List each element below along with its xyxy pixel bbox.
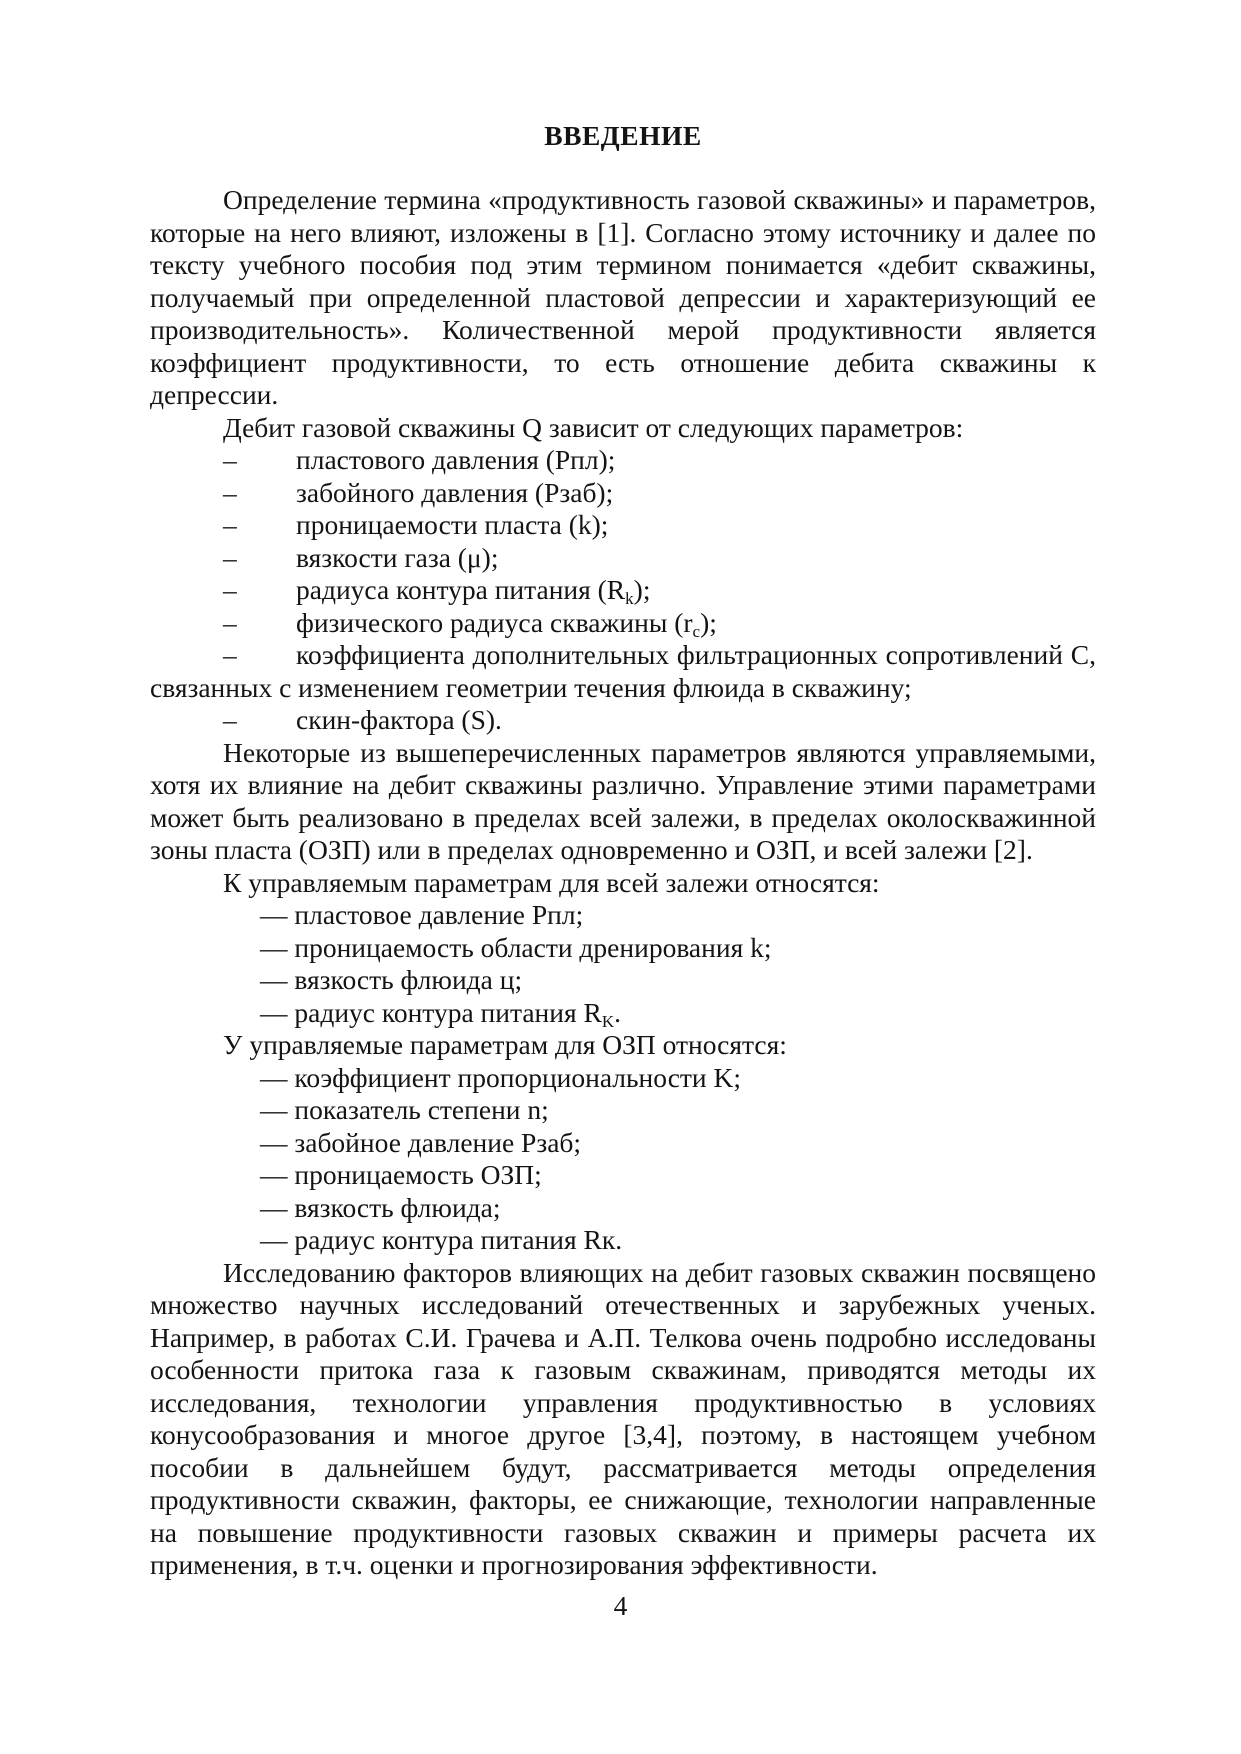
list-dash: – xyxy=(223,704,237,735)
list-item-text xyxy=(296,607,1096,640)
list-dash: – xyxy=(223,541,237,573)
page-title: ВВЕДЕНИЕ xyxy=(544,120,702,151)
list-dash: – xyxy=(223,574,237,605)
list-dash: – xyxy=(223,639,237,670)
controllable-parameters-paragraph: Некоторые из вышеперечисленных параметров являются управляемыми, хотя их влияние на дебит скважины различно. Управление этими параметрами может быть реализовано в пределах всей залежи, в пределах околоскважинной зоны пласта (ОЗП) или в пределах одновременно и ОЗП, и всей залежи [2]. xyxy=(150,736,1096,865)
list-item xyxy=(150,574,1096,607)
list-item xyxy=(150,704,1096,737)
list-item xyxy=(150,607,1096,640)
list-emdash: — xyxy=(260,996,288,1028)
list-item-text-part: . xyxy=(614,996,621,1028)
list-item xyxy=(150,444,1096,477)
list-item-text-part: ); xyxy=(633,574,651,605)
list-emdash: — xyxy=(260,1159,288,1190)
list-emdash: — xyxy=(260,1224,288,1255)
list-item-text: коэффициент пропорциональности K; xyxy=(294,1061,742,1093)
subscript: k xyxy=(625,589,634,608)
intro-paragraph: Определение термина «продуктивность газовой скважины» и параметров, которые на него влияют, изложены в [1]. Согласно этому источнику и далее по тексту учебного пособия под этим термином понимается «дебит скважины, получаемый при определенной пластовой депрессии и характеризующий ее производительность». Количественной мерой продуктивности является коэффициент продуктивности, то есть отношение дебита скважины к депрессии. xyxy=(150,184,1096,410)
list-item xyxy=(150,1127,1096,1160)
list-item-text: вязкость флюида ц; xyxy=(294,964,523,995)
list-item xyxy=(150,1159,1096,1192)
list-item xyxy=(150,997,1096,1030)
gas-well-rate-paragraph: Дебит газовой скважины Q зависит от следующих параметров: xyxy=(223,411,964,443)
list-item-text: вязкость флюида; xyxy=(294,1191,501,1223)
well-rate-parameter-list xyxy=(150,444,1096,737)
list-emdash: — xyxy=(260,1191,288,1223)
list-emdash: — xyxy=(260,899,288,930)
list-item-text: забойное давление Рзаб; xyxy=(294,1126,582,1158)
page-number: 4 xyxy=(613,1590,628,1621)
list-item-text: проницаемости пласта (k); xyxy=(296,509,609,540)
list-dash: – xyxy=(223,444,237,475)
list-item-text-part: ); xyxy=(700,606,717,638)
list-item xyxy=(150,509,1096,542)
list-emdash: — xyxy=(260,1094,288,1125)
deposit-parameter-list xyxy=(150,899,1096,1029)
list-item-text: пластовое давление Рпл; xyxy=(294,899,584,930)
page-content xyxy=(150,108,1096,1582)
list-item-text: проницаемость ОЗП; xyxy=(294,1159,542,1190)
list-item-text xyxy=(296,574,1096,607)
list-item-text: вязкости газа (μ); xyxy=(296,541,499,573)
list-item-text: показатель степени n; xyxy=(294,1094,549,1125)
list-emdash: — xyxy=(260,964,288,995)
list-item-text-part: радиус контура питания R xyxy=(294,996,602,1028)
ozp-parameters-heading: У управляемые параметрам для ОЗП относятся: xyxy=(223,1029,787,1060)
list-item xyxy=(150,1224,1096,1257)
list-dash: – xyxy=(223,509,237,540)
list-item-text: забойного давления (Pзаб); xyxy=(296,476,614,508)
list-item-text: коэффициента дополнительных фильтрационных сопротивлений C, связанных с изменением геометрии течения флюида в скважину; xyxy=(150,639,1096,703)
list-item xyxy=(150,542,1096,575)
list-item xyxy=(150,1062,1096,1095)
list-item-text-part: радиуса контура питания (R xyxy=(296,574,626,605)
list-item-text: проницаемость области дренирования k; xyxy=(294,931,772,963)
list-emdash: — xyxy=(260,1126,288,1158)
list-emdash: — xyxy=(260,1061,288,1093)
list-item-text: пластового давления (Pпл); xyxy=(296,444,616,475)
list-item xyxy=(150,639,1096,704)
research-paragraph: Исследованию факторов влияющих на дебит газовых скважин посвящено множество научных исследований отечественных и зарубежных ученых. Например, в работах С.И. Грачева и А.П. Телкова очень подробно исследованы особенности притока газа к газовым скважинам, приводятся методы их исследования, технологии управления продуктивностью в условиях конусообразования и многое другое [3,4], поэтому, в настоящем учебном пособии в дальнейшем будут, рассматривается методы определения продуктивности скважин, факторы, ее снижающие, технологии направленные на повышение продуктивности газовых скважин и примеры расчета их применения, в т.ч. оценки и прогнозирования эффективности. xyxy=(150,1256,1096,1580)
list-item-text: радиус контура питания Rк. xyxy=(294,1224,623,1255)
list-item xyxy=(150,1192,1096,1225)
list-item xyxy=(150,899,1096,932)
list-item-text: скин-фактора (S). xyxy=(296,704,502,735)
list-dash: – xyxy=(223,476,237,508)
list-item xyxy=(150,477,1096,510)
list-emdash: — xyxy=(260,931,288,963)
subscript: K xyxy=(601,1011,615,1031)
list-item xyxy=(150,964,1096,997)
ozp-parameter-list xyxy=(150,1062,1096,1257)
subscript: c xyxy=(692,621,701,641)
list-item xyxy=(150,932,1096,965)
deposit-parameters-heading: К управляемым параметрам для всей залежи относятся: xyxy=(223,866,880,898)
list-item-text-part: физического радиуса скважины (r xyxy=(296,606,693,638)
list-item xyxy=(150,1094,1096,1127)
list-dash: – xyxy=(223,606,237,638)
